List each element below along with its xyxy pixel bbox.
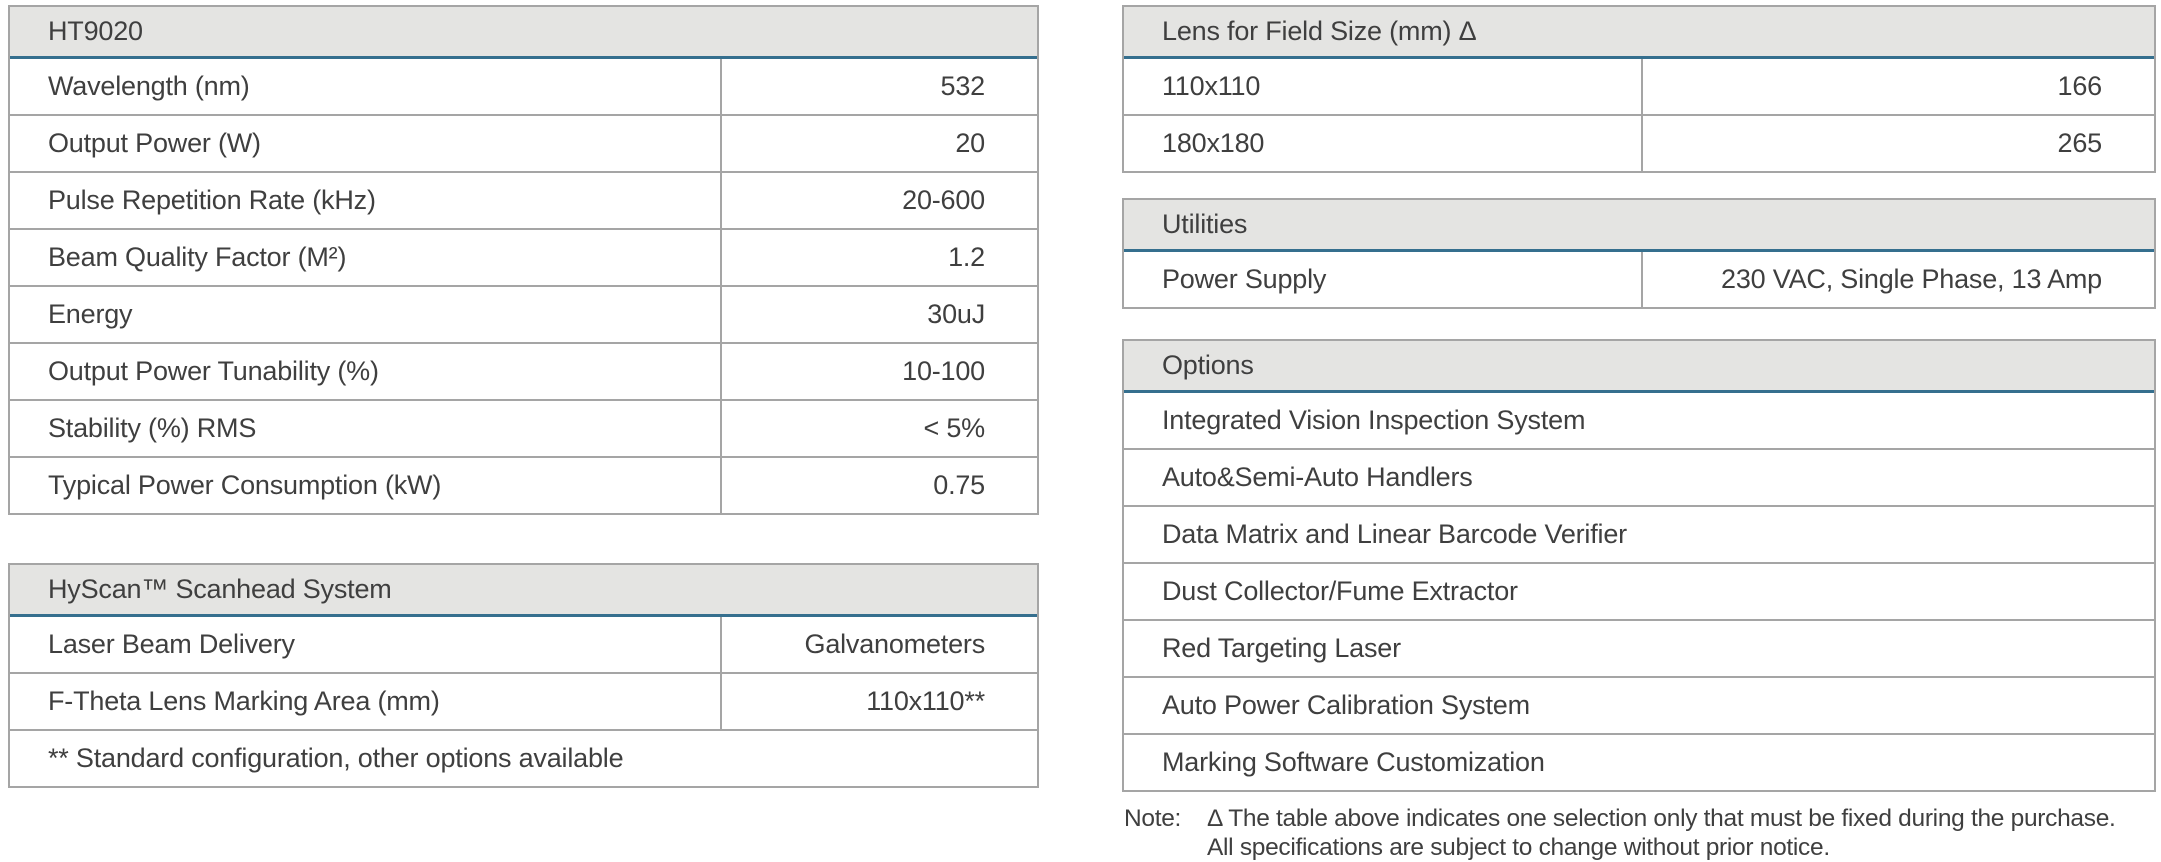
spec-value: < 5% <box>923 413 985 443</box>
spec-label: Wavelength (nm) <box>10 59 722 114</box>
options-table <box>1122 339 2156 792</box>
table-row <box>1124 621 2154 678</box>
table-header-scanhead: HyScan™ Scanhead System <box>10 565 1037 617</box>
table-row <box>1124 393 2154 450</box>
option-item: Auto Power Calibration System <box>1162 690 1530 720</box>
spec-label: Pulse Repetition Rate (kHz) <box>10 173 722 228</box>
table-row <box>10 287 1037 344</box>
spec-value: 532 <box>940 71 985 101</box>
table-row <box>1124 450 2154 507</box>
table-row <box>10 458 1037 513</box>
option-item: Auto&Semi-Auto Handlers <box>1162 462 1473 492</box>
spec-value: 265 <box>2057 128 2102 158</box>
spec-label: F-Theta Lens Marking Area (mm) <box>10 674 722 729</box>
option-item: Data Matrix and Linear Barcode Verifier <box>1162 519 1627 549</box>
spec-label: Output Power Tunability (%) <box>10 344 722 399</box>
spec-value: 20 <box>955 128 985 158</box>
table-row <box>10 230 1037 287</box>
note-line-2: All specifications are subject to change without prior notice. <box>1207 834 1830 861</box>
table-row <box>10 731 1037 786</box>
table-header-utilities: Utilities <box>1124 200 2154 252</box>
spec-value: 166 <box>2057 71 2102 101</box>
option-item: Marking Software Customization <box>1162 747 1545 777</box>
spec-value: 230 VAC, Single Phase, 13 Amp <box>1721 264 2102 294</box>
spec-value: 110x110** <box>866 686 985 716</box>
laser-spec-table <box>8 5 1039 515</box>
note-line-1: Δ The table above indicates one selection only that must be fixed during the purchase. <box>1207 805 2116 832</box>
spec-label: 180x180 <box>1124 116 1643 171</box>
table-row <box>10 173 1037 230</box>
table-row <box>1124 507 2154 564</box>
table-header-laser: HT9020 <box>10 7 1037 59</box>
table-header-lens: Lens for Field Size (mm) Δ <box>1124 7 2154 59</box>
table-row <box>1124 116 2154 171</box>
table-row <box>1124 59 2154 116</box>
spec-value: 20-600 <box>902 185 985 215</box>
lens-field-size-table <box>1122 5 2156 173</box>
note-lines <box>1207 804 2116 862</box>
note-label: Note: <box>1124 805 1182 832</box>
spec-label: 110x110 <box>1124 59 1643 114</box>
table-row <box>1124 252 2154 307</box>
table-row <box>1124 735 2154 790</box>
table-row <box>10 401 1037 458</box>
option-item: Dust Collector/Fume Extractor <box>1162 576 1518 606</box>
table-row <box>10 674 1037 731</box>
spec-label: Power Supply <box>1124 252 1643 307</box>
table-row <box>1124 564 2154 621</box>
table-row <box>10 59 1037 116</box>
scanhead-spec-table <box>8 563 1039 788</box>
note-block <box>1124 804 2116 862</box>
spec-value: 10-100 <box>902 356 985 386</box>
utilities-table <box>1122 198 2156 309</box>
spec-label: Energy <box>10 287 722 342</box>
spec-label: Stability (%) RMS <box>10 401 722 456</box>
spec-value: 0.75 <box>933 470 985 500</box>
spec-value: Galvanometers <box>804 629 985 659</box>
table-header-options: Options <box>1124 341 2154 393</box>
table-row <box>10 344 1037 401</box>
footnote-text: ** Standard configuration, other options available <box>48 743 624 773</box>
spec-value: 30uJ <box>927 299 985 329</box>
spec-label: Laser Beam Delivery <box>10 617 722 672</box>
table-row <box>10 617 1037 674</box>
spec-label: Typical Power Consumption (kW) <box>10 458 722 513</box>
table-row <box>1124 678 2154 735</box>
option-item: Integrated Vision Inspection System <box>1162 405 1586 435</box>
option-item: Red Targeting Laser <box>1162 633 1401 663</box>
spec-value: 1.2 <box>948 242 985 272</box>
spec-label: Output Power (W) <box>10 116 722 171</box>
table-row <box>10 116 1037 173</box>
spec-label: Beam Quality Factor (M²) <box>10 230 722 285</box>
